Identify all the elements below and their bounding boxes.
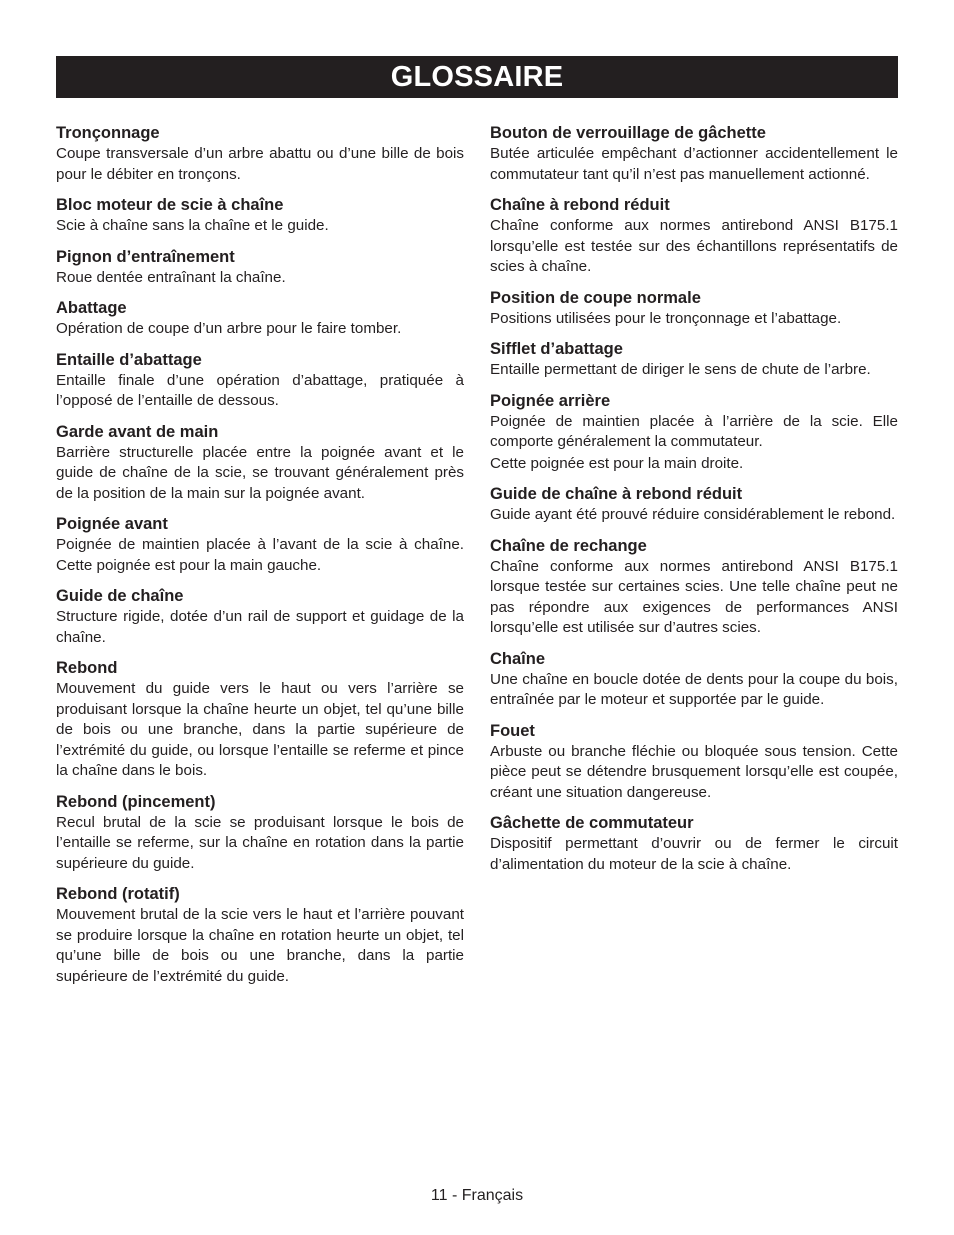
glossary-entry: [56, 791, 464, 875]
glossary-left-column: [56, 122, 464, 996]
glossary-term: Tronçonnage: [56, 124, 160, 142]
glossary-entry: [490, 338, 898, 381]
glossary-definition: Opération de coupe d’un arbre pour le faire tomber.: [56, 320, 402, 337]
glossary-entry: [490, 812, 898, 875]
glossary-term: Gâchette de commutateur: [490, 814, 694, 832]
glossary-entry: [490, 390, 898, 475]
glossary-term: Chaîne de rechange: [490, 536, 647, 555]
glossary-definition: Chaîne conforme aux normes antirebond ANSI B175.1 lorsque testée sur certaines scies. Une telle chaîne peut ne pas répondre aux exigences de performances ANSI lorsqu’elle est utilisée sur d’autres scies.: [490, 557, 898, 636]
glossary-entry: [490, 483, 898, 526]
glossary-term: Bloc moteur de scie à chaîne: [56, 196, 284, 214]
glossary-term: Bouton de verrouillage de gâchette: [490, 124, 766, 142]
glossary-entry: [56, 297, 464, 340]
glossary-term: Chaîne à rebond réduit: [490, 196, 670, 214]
glossary-definition: Mouvement du guide vers le haut ou vers l’arrière se produisant lorsque la chaîne heurte un objet, tel qu’une bille de bois ou une branche, dans la partie supérieure de l’extrémité du guide, ou lorsque l’entaille se referme et pince la chaîne dans le bois.: [56, 680, 464, 779]
glossary-term: Abattage: [56, 299, 127, 317]
glossary-entry: [490, 720, 898, 804]
glossary-definition: Mouvement brutal de la scie vers le haut et l’arrière pouvant se produire lorsque la chaîne en rotation heurte un objet, tel qu’une bille de bois ou une branche, dans la partie supérieure de l’extrémité du guide.: [56, 906, 464, 985]
glossary-definition: Poignée de maintien placée à l’arrière de la scie. Elle comporte généralement la commutateur.: [490, 412, 898, 450]
glossary-entry: [56, 657, 464, 782]
glossary-entry: [490, 287, 898, 330]
glossary-definition: Coupe transversale d’un arbre abattu ou d’une bille de bois pour le débiter en tronçons.: [56, 145, 464, 183]
glossary-entry: [56, 421, 464, 505]
glossary-term: Rebond: [56, 659, 118, 677]
glossary-entry: [56, 122, 464, 185]
glossary-term: Fouet: [490, 721, 535, 740]
glossary-entry: [490, 535, 898, 639]
glossary-term: Guide de chaîne à rebond réduit: [490, 485, 743, 503]
glossary-definition: Entaille finale d’une opération d’abattage, pratiquée à l’opposé de l’entaille de dessous.: [56, 371, 464, 409]
glossary-definition: Scie à chaîne sans la chaîne et le guide.: [56, 217, 329, 234]
page-footer: [0, 1186, 954, 1206]
glossary-entry: [490, 648, 898, 711]
glossary-entry: [490, 122, 898, 185]
glossary-definition: Chaîne conforme aux normes antirebond ANSI B175.1 lorsqu’elle est testée sur des échantillons représentatifs de scies à chaîne.: [490, 217, 898, 275]
glossary-definition: Poignée de maintien placée à l’avant de la scie à chaîne. Cette poignée est pour la main gauche.: [56, 536, 464, 574]
glossary-term: Poignée arrière: [490, 391, 611, 410]
glossary-term: Position de coupe normale: [490, 288, 701, 307]
glossary-definition: Barrière structurelle placée entre la poignée avant et le guide de chaîne de la scie, se trouvant généralement près de la position de la main sur la poignée avant.: [56, 443, 464, 502]
glossary-entry: [56, 349, 464, 412]
glossary-definition: Structure rigide, dotée d’un rail de support et guidage de la chaîne.: [56, 608, 464, 646]
page-number: 11 - Français: [430, 1187, 524, 1204]
glossary-definition: Positions utilisées pour le tronçonnage et l’abattage.: [490, 309, 842, 327]
glossary-definition: Roue dentée entraînant la chaîne.: [56, 268, 286, 286]
glossary-entry: [56, 246, 464, 289]
glossary-term: Pignon d’entraînement: [56, 247, 235, 266]
page-title: GLOSSAIRE: [56, 56, 898, 98]
glossary-definition: Recul brutal de la scie se produisant lorsque le bois de l’entaille se referme, sur la chaîne en rotation dans la partie supérieure du guide.: [56, 813, 464, 872]
glossary-entry: [56, 883, 464, 987]
glossary-definition: Guide ayant été prouvé réduire considérablement le rebond.: [490, 506, 896, 523]
glossary-entry: [56, 194, 464, 237]
glossary-entry: [490, 194, 898, 278]
glossary-term: Garde avant de main: [56, 422, 219, 441]
glossary-term: Chaîne: [490, 649, 546, 668]
glossary-term: Rebond (pincement): [56, 792, 216, 811]
glossary-definition: Cette poignée est pour la main droite.: [490, 454, 744, 472]
glossary-entry: [56, 513, 464, 576]
glossary-definition: Dispositif permettant d’ouvrir ou de fermer le circuit d’alimentation du moteur de la scie à chaîne.: [490, 835, 898, 873]
glossary-term: Guide de chaîne: [56, 587, 184, 605]
glossary-definition: Arbuste ou branche fléchie ou bloquée sous tension. Cette pièce peut se détendre brusquement lorsqu’elle est coupée, créant une situation dangereuse.: [490, 742, 898, 801]
glossary-right-column: [490, 122, 898, 884]
glossary-definition: Entaille permettant de diriger le sens de chute de l’arbre.: [490, 361, 871, 378]
glossary-definition: Une chaîne en boucle dotée de dents pour la coupe du bois, entraînée par le moteur et supportée par le guide.: [490, 670, 898, 708]
glossary-entry: [56, 585, 464, 648]
glossary-definition: Butée articulée empêchant d’actionner accidentellement le commutateur tant qu’il n’est pas manuellement actionné.: [490, 145, 898, 183]
glossary-term: Entaille d’abattage: [56, 350, 202, 369]
glossary-term: Poignée avant: [56, 515, 168, 533]
glossary-term: Rebond (rotatif): [56, 885, 180, 903]
glossary-term: Sifflet d’abattage: [490, 340, 623, 358]
